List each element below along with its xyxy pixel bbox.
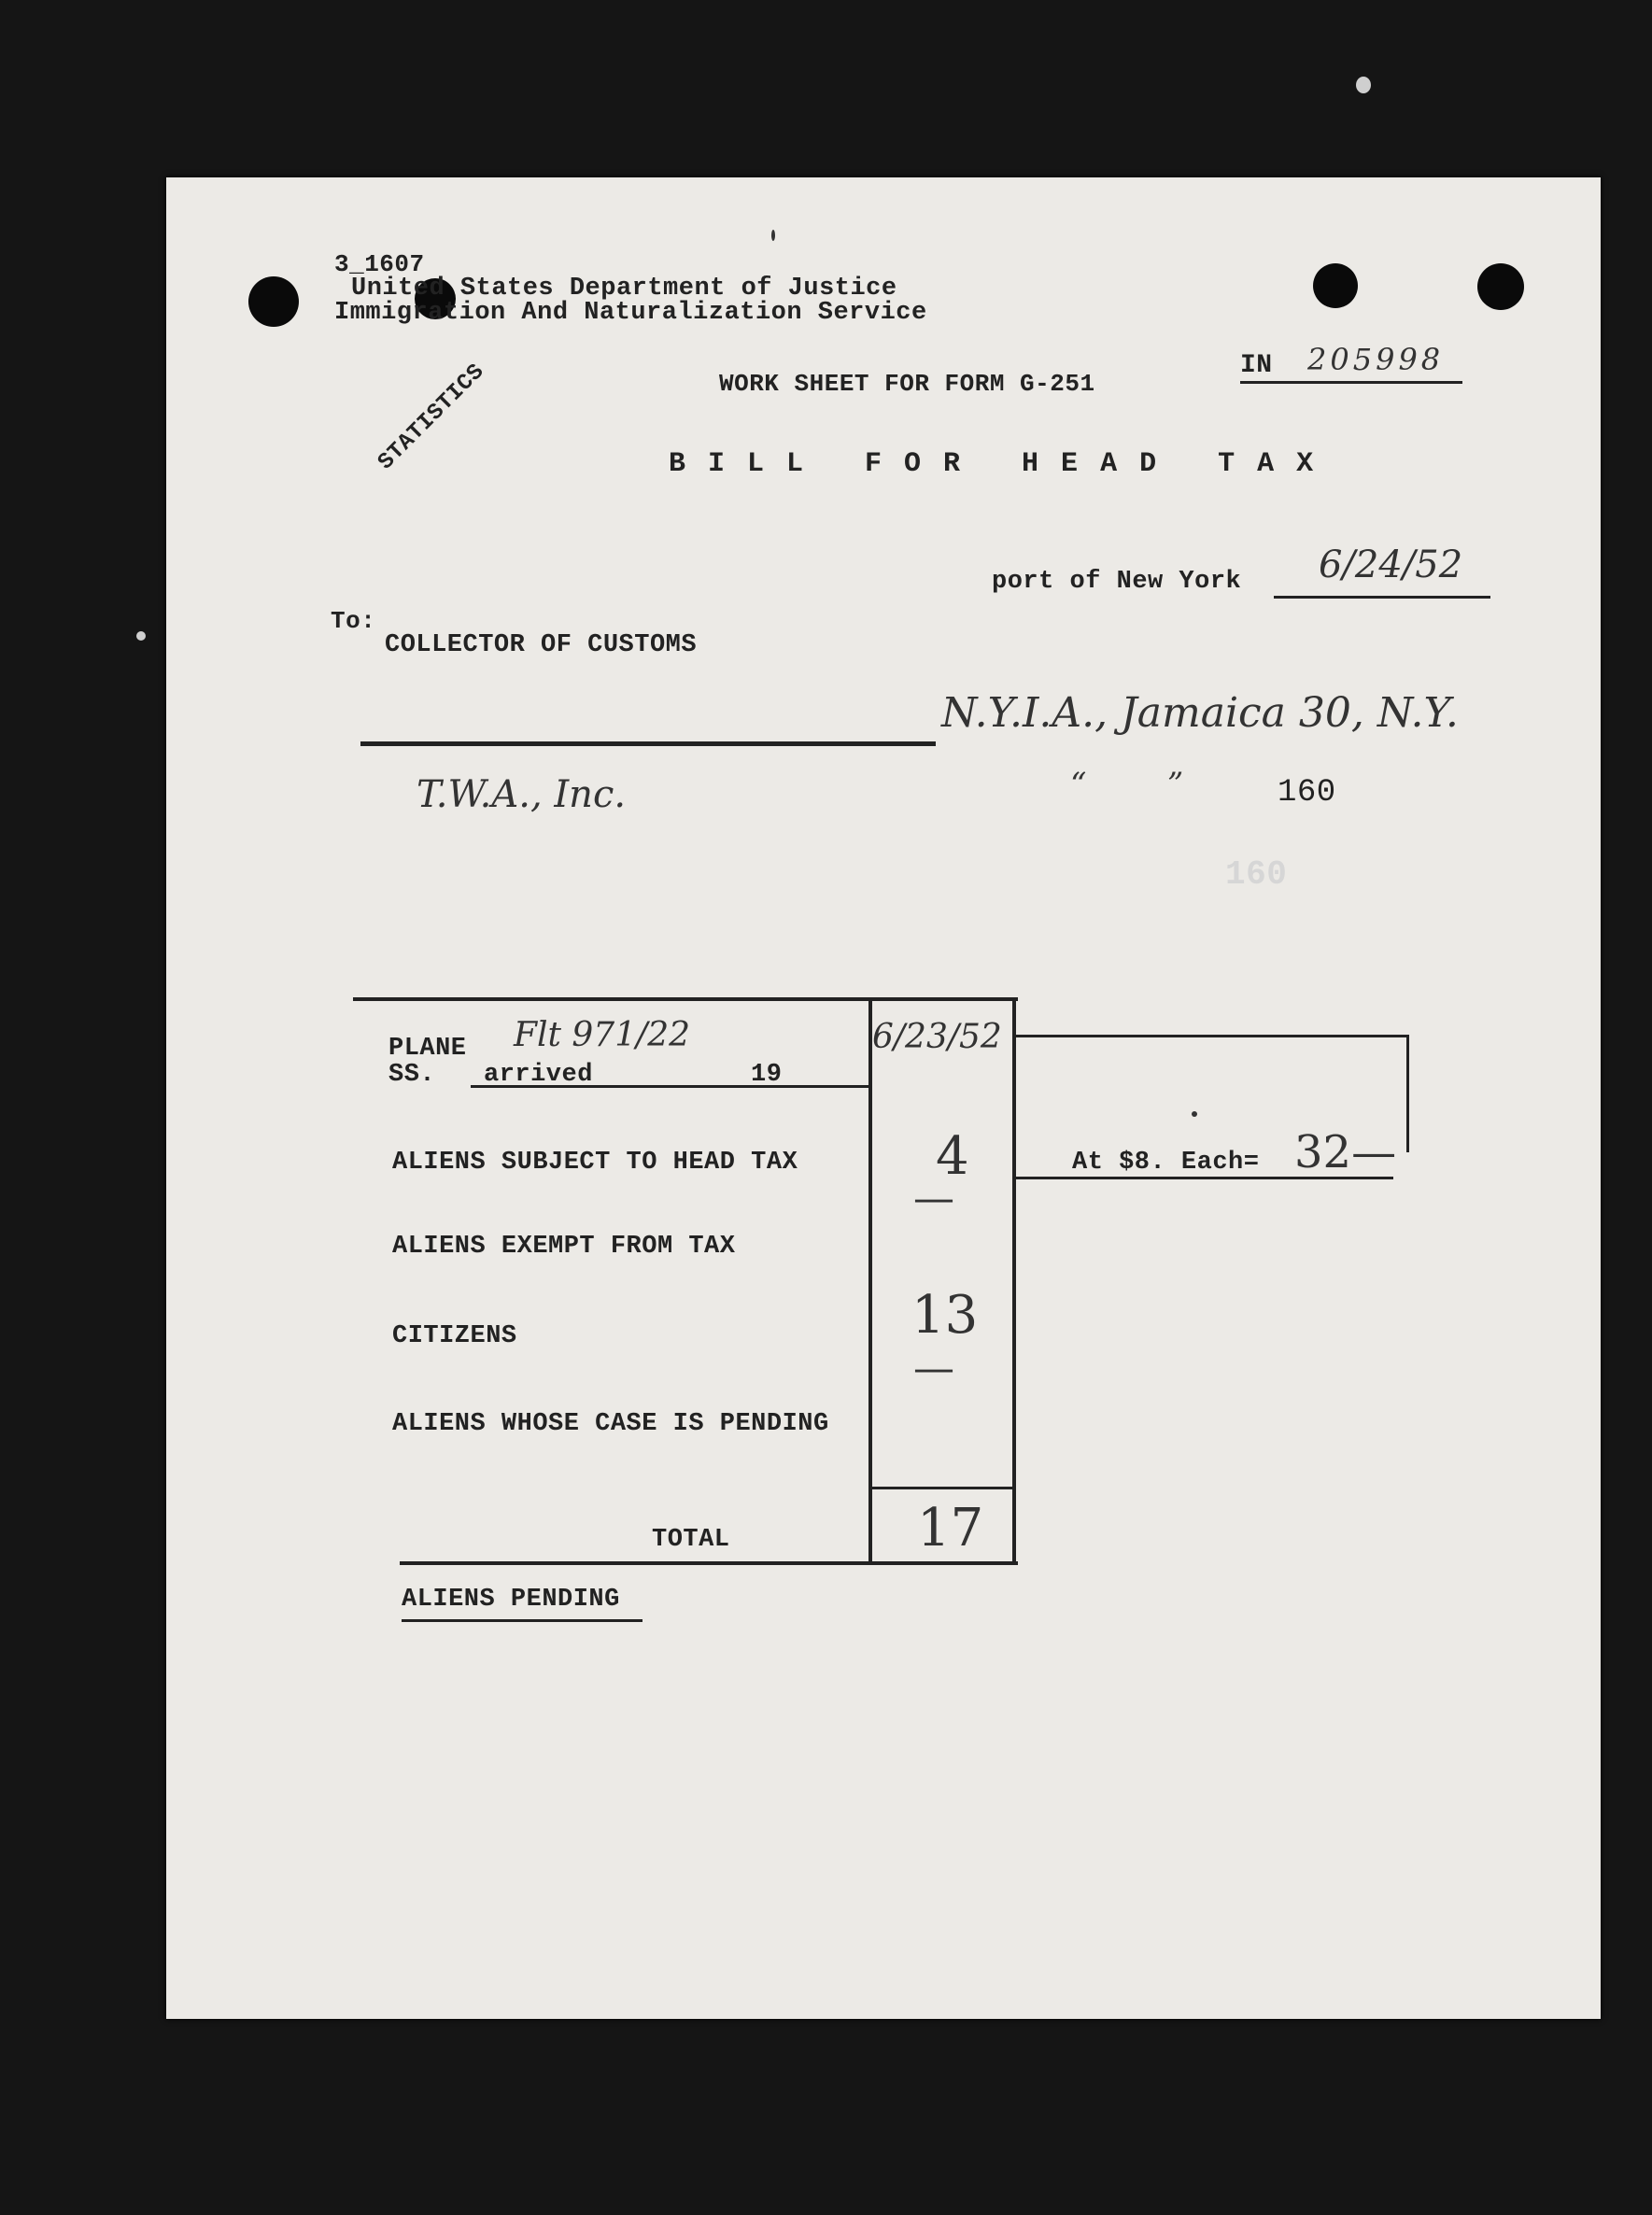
carrier-code-faint: 160 — [1225, 855, 1288, 894]
plane-label: PLANE — [388, 1035, 467, 1063]
collector-underline — [360, 741, 936, 746]
row-value-pending: — — [913, 1345, 954, 1392]
company-handwritten: T.W.A., Inc. — [417, 773, 627, 816]
port-date-underline — [1274, 596, 1490, 599]
row-label-citizens: CITIZENS — [392, 1322, 517, 1350]
total-top-rule — [870, 1487, 1014, 1489]
ditto-marks: “ ” — [1070, 766, 1184, 803]
in-number: 205998 — [1307, 342, 1445, 377]
scan-speck — [1356, 77, 1371, 93]
table-col-right — [1012, 999, 1016, 1561]
port-date: 6/24/52 — [1319, 543, 1463, 586]
flight-handwritten: Flt 971/22 — [514, 1016, 691, 1054]
arrival-date-handwritten: 6/23/52 — [872, 1018, 1002, 1056]
punch-hole-right-2 — [1477, 263, 1524, 310]
ink-dot — [771, 230, 775, 241]
to-label: To: — [331, 607, 376, 635]
total-label: TOTAL — [652, 1526, 730, 1554]
row-label-subject-to-tax: ALIENS SUBJECT TO HEAD TAX — [392, 1149, 798, 1177]
statistics-stamp: STATISTICS — [374, 359, 490, 476]
table-top-rule — [353, 997, 1018, 1001]
rate-box-top — [1016, 1035, 1408, 1037]
in-prefix: IN — [1240, 351, 1273, 380]
row-value-citizens: 13 — [911, 1285, 979, 1346]
rate-amount: 32— — [1294, 1126, 1397, 1178]
worksheet-title: WORK SHEET FOR FORM G-251 — [719, 370, 1095, 398]
ss-label: SS. — [388, 1061, 436, 1089]
scan-speck — [136, 631, 146, 641]
port-label: port of New York — [992, 568, 1242, 596]
bill-title: B I L L F O R H E A D T A X — [669, 448, 1317, 480]
document-page — [166, 177, 1601, 2019]
collector-of-customs: COLLECTOR OF CUSTOMS — [385, 631, 698, 659]
row-label-pending: ALIENS WHOSE CASE IS PENDING — [392, 1410, 829, 1438]
agency-line-1: United States Department of Justice — [351, 275, 897, 303]
table-bottom-rule — [400, 1561, 1018, 1565]
row-value-subject-to-tax: 4 — [936, 1126, 969, 1187]
row-value-exempt: — — [913, 1175, 954, 1222]
table-col-left — [868, 997, 872, 1561]
total-value: 17 — [917, 1498, 984, 1559]
arrived-label: arrived — [484, 1061, 593, 1089]
form-number: 3_1607 — [334, 250, 425, 278]
ink-dot — [1192, 1111, 1197, 1117]
rate-box-right — [1406, 1035, 1409, 1152]
pending-underline — [402, 1619, 642, 1622]
punch-hole-left — [248, 276, 299, 327]
row-label-exempt: ALIENS EXEMPT FROM TAX — [392, 1233, 736, 1261]
carrier-code: 160 — [1278, 775, 1336, 811]
location-handwritten: N.Y.I.A., Jamaica 30, N.Y. — [941, 689, 1459, 737]
year-prefix: 19 — [751, 1061, 783, 1089]
aliens-pending-label: ALIENS PENDING — [402, 1586, 620, 1614]
punch-hole-right-1 — [1313, 263, 1358, 308]
rate-label: At $8. Each= — [1072, 1149, 1260, 1177]
agency-line-2: Immigration And Naturalization Service — [334, 299, 927, 327]
in-number-underline — [1240, 381, 1462, 384]
